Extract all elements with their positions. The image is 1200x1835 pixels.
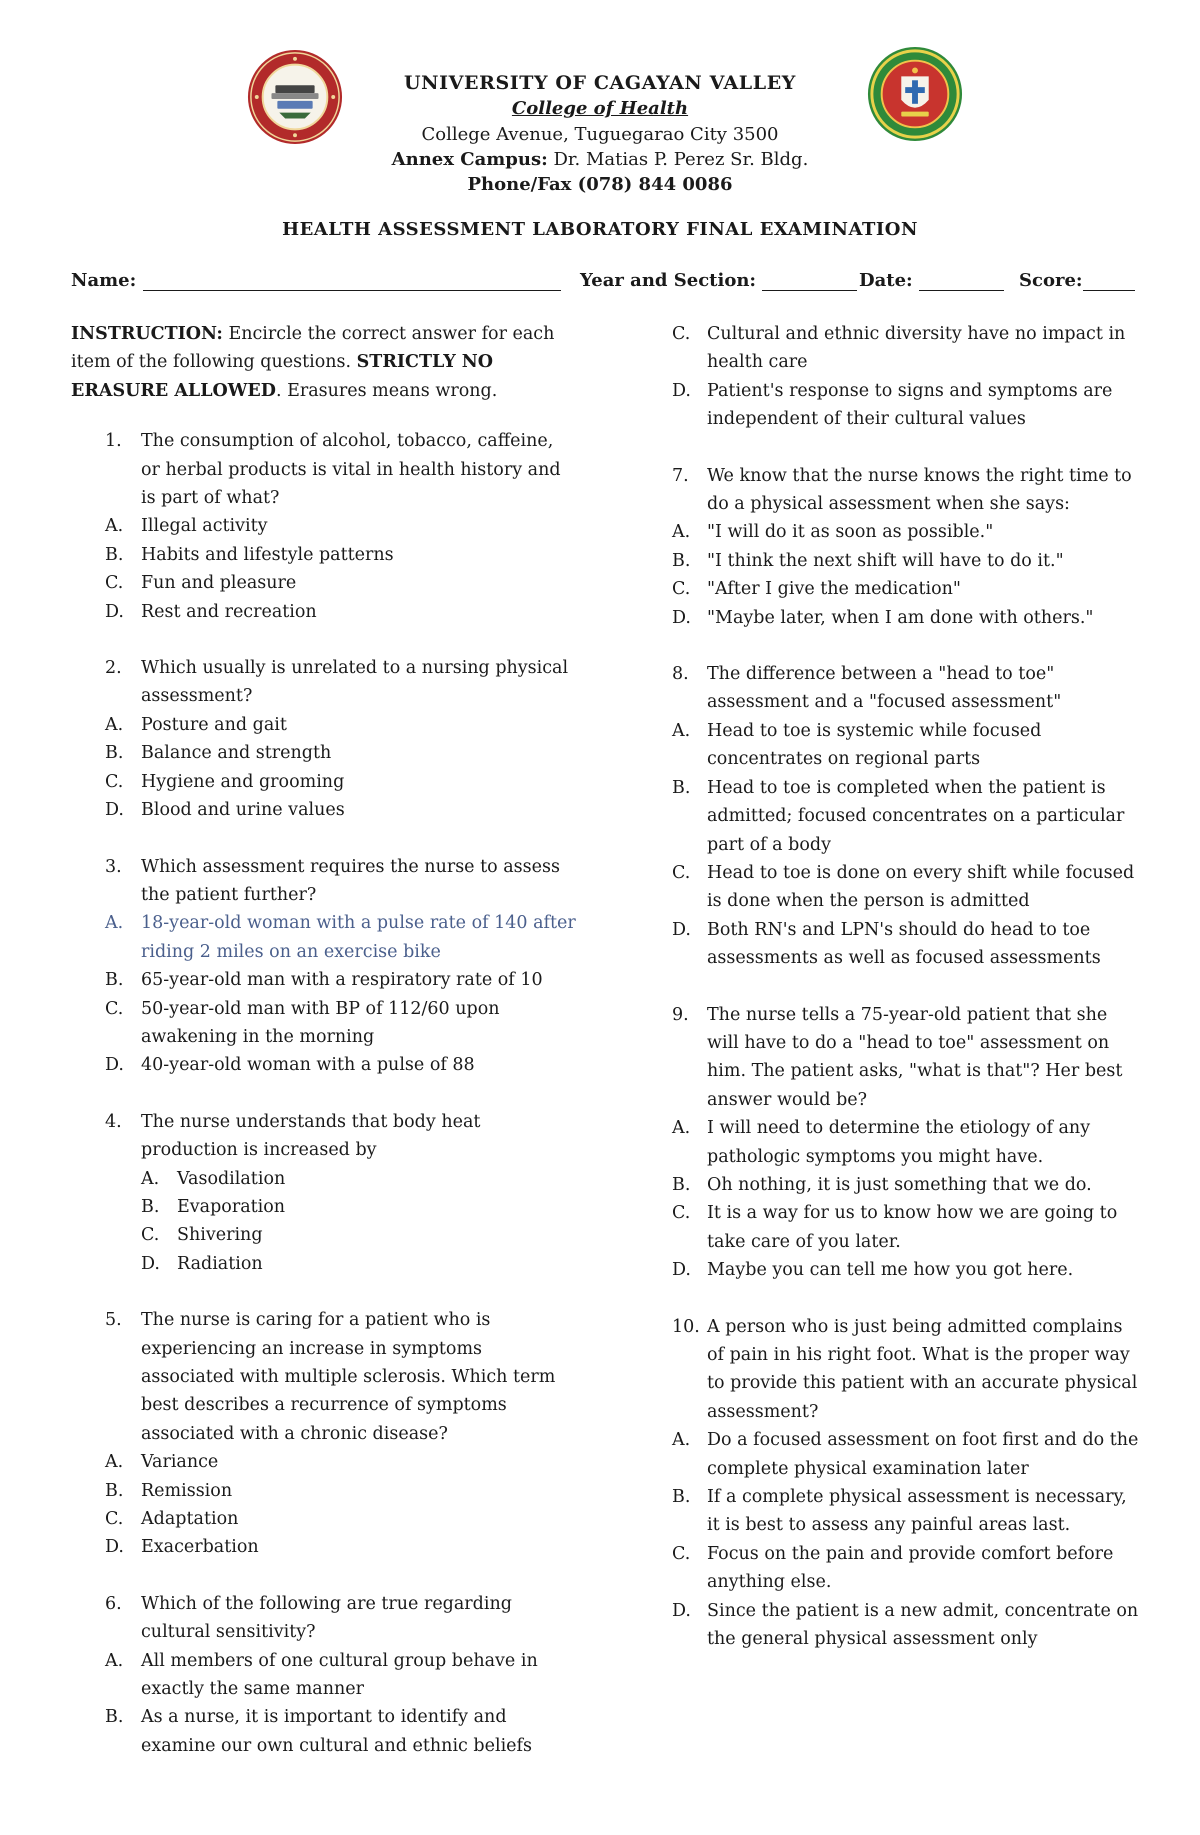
score-blank[interactable] <box>1083 273 1135 291</box>
q5-option-d[interactable]: D. Exacerbation <box>105 1537 259 1558</box>
q6-option-c[interactable]: C. Cultural and ethnic diversity have no impact in health care <box>672 324 1126 373</box>
question-3: 3. Which assessment requires the nurse to assess the patient further? <box>105 856 560 905</box>
q4-option-b[interactable]: B. Evaporation <box>141 1196 286 1217</box>
instruction <box>71 320 576 405</box>
left-column <box>71 320 576 1760</box>
annex-label: Annex Campus: <box>391 149 548 170</box>
q10-option-d[interactable]: D. Since the patient is a new admit, concentrate on the general physical assessment only <box>672 1600 1139 1650</box>
q9-option-a[interactable]: A. I will need to determine the etiology of any pathologic symptoms you might have. <box>672 1118 1091 1167</box>
instruction-end: . Erasures means wrong. <box>275 380 498 401</box>
q9-option-d[interactable]: D. Maybe you can tell me how you got here. <box>672 1260 1074 1281</box>
q8-option-b[interactable]: B. Head to toe is completed when the patient is admitted; focused concentrates on a particular part of a body <box>672 777 1125 855</box>
q4-option-c[interactable]: C. Shivering <box>141 1225 263 1246</box>
q6-option-b[interactable]: B. As a nurse, it is important to identify and examine our own cultural and ethnic beliefs <box>105 1707 532 1756</box>
date-field[interactable]: Date: <box>859 270 1004 291</box>
q8-option-c[interactable]: C. Head to toe is done on every shift while focused is done when the person is admitted <box>672 862 1135 912</box>
q3-option-d[interactable]: D. 40-year-old woman with a pulse of 88 <box>105 1055 475 1076</box>
q8-option-d[interactable]: D. Both RN's and LPN's should do head to toe assessments as well as focused assessments <box>672 919 1101 969</box>
phone-text: Phone/Fax (078) 844 0086 <box>467 174 733 195</box>
question-text: Which assessment requires the nurse to assess the patient further? <box>141 856 560 905</box>
question-9: 9. The nurse tells a 75-year-old patient that she will have to do a "head to toe" assessment on him. The patient asks, "what is that"? Her best answer would be? <box>672 1004 1123 1110</box>
question-4: 4. The nurse understands that body heat production is increased by <box>105 1111 481 1161</box>
q7-option-d[interactable]: D. "Maybe later, when I am done with others." <box>672 607 1094 628</box>
college-name: College of Health <box>511 98 689 119</box>
q10-option-b[interactable]: B. If a complete physical assessment is necessary, it is best to assess any painful areas last. <box>672 1487 1127 1536</box>
question-text: We know that the nurse knows the right time to do a physical assessment when she says: <box>707 465 1132 515</box>
q3-option-a[interactable]: A. 18-year-old woman with a pulse rate of 140 after riding 2 miles on an exercise bike <box>105 913 576 962</box>
q4-option-a[interactable]: A. Vasodilation <box>141 1168 286 1189</box>
q5-option-a[interactable]: A. Variance <box>105 1452 219 1473</box>
question-7: 7. We know that the nurse knows the right time to do a physical assessment when she says: <box>672 465 1132 515</box>
instruction-text: Encircle the correct answer for each item of the following questions. <box>71 324 555 373</box>
question-1: 1. The consumption of alcohol, tobacco, caffeine, or herbal products is vital in health history and is part of what? <box>105 431 561 509</box>
exam-title: HEALTH ASSESSMENT LABORATORY FINAL EXAMINATION <box>282 219 918 240</box>
letterhead <box>300 70 900 197</box>
question-text: The nurse tells a 75-year-old patient that she will have to do a "head to toe" assessment on him. The patient asks, "what is that"? Her best answer would be? <box>707 1004 1123 1110</box>
q8-option-a[interactable]: A. Head to toe is systemic while focused concentrates on regional parts <box>672 720 1042 770</box>
phone <box>300 172 900 197</box>
q4-option-d[interactable]: D. Radiation <box>141 1253 263 1274</box>
question-text: The nurse is caring for a patient who is experiencing an increase in symptoms associated with multiple sclerosis. Which term best describes a recurrence of symptoms associated with a chronic disease? <box>141 1310 556 1444</box>
q3-option-c[interactable]: C. 50-year-old man with BP of 112/60 upon awakening in the morning <box>105 998 500 1047</box>
instruction-label: INSTRUCTION: <box>71 324 223 344</box>
name-field[interactable]: Name: <box>71 270 561 291</box>
right-column <box>672 320 1142 1653</box>
q1-option-a[interactable]: A. Illegal activity <box>105 516 268 537</box>
q7-option-b[interactable]: B. "I think the next shift will have to do it." <box>672 550 1064 571</box>
name-blank[interactable] <box>143 273 561 291</box>
q2-option-d[interactable]: D. Blood and urine values <box>105 800 345 821</box>
year-section-blank[interactable] <box>762 273 857 291</box>
question-text: The difference between a "head to toe" assessment and a "focused assessment" <box>707 664 1062 713</box>
q10-option-c[interactable]: C. Focus on the pain and provide comfort before anything else. <box>672 1543 1114 1593</box>
q5-option-b[interactable]: B. Remission <box>105 1480 233 1501</box>
annex-campus <box>300 147 900 172</box>
q5-option-c[interactable]: C. Adaptation <box>105 1509 239 1530</box>
question-6: 6. Which of the following are true regarding cultural sensitivity? <box>105 1593 512 1643</box>
q1-option-d[interactable]: D. Rest and recreation <box>105 601 317 622</box>
q2-option-a[interactable]: A. Posture and gait <box>105 714 287 735</box>
address: College Avenue, Tuguegarao City 3500 <box>421 124 779 145</box>
question-10: 10. A person who is just being admitted complains of pain in his right foot. What is the proper way to provide this patient with an accurate physical assessment? <box>672 1316 1138 1422</box>
question-2: 2. Which usually is unrelated to a nursing physical assessment? <box>105 658 569 707</box>
question-8: 8. The difference between a "head to toe" assessment and a "focused assessment" <box>672 664 1062 713</box>
q2-option-c[interactable]: C. Hygiene and grooming <box>105 771 345 792</box>
q1-option-b[interactable]: B. Habits and lifestyle patterns <box>105 544 394 565</box>
q6-option-d[interactable]: D. Patient's response to signs and symptoms are independent of their cultural values <box>672 380 1113 430</box>
q7-option-a[interactable]: A. "I will do it as soon as possible." <box>672 522 994 543</box>
question-text: The nurse understands that body heat production is increased by <box>141 1111 481 1161</box>
instruction-strict: STRICTLY NO ERASURE ALLOWED <box>71 352 494 401</box>
question-text: The consumption of alcohol, tobacco, caffeine, or herbal products is vital in health history and is part of what? <box>141 431 561 509</box>
q2-option-b[interactable]: B. Balance and strength <box>105 743 332 764</box>
question-text: Which of the following are true regarding cultural sensitivity? <box>141 1593 512 1643</box>
question-text: Which usually is unrelated to a nursing physical assessment? <box>141 658 569 707</box>
annex-value: Dr. Matias P. Perez Sr. Bldg. <box>553 149 809 170</box>
university-name: UNIVERSITY OF CAGAYAN VALLEY <box>404 72 796 94</box>
date-blank[interactable] <box>919 273 1004 291</box>
q1-option-c[interactable]: C. Fun and pleasure <box>105 573 297 594</box>
question-5: 5. The nurse is caring for a patient who is experiencing an increase in symptoms associated with multiple sclerosis. Which term best describes a recurrence of symptoms associated with a chronic disease? <box>105 1310 556 1444</box>
q6-option-a[interactable]: A. All members of one cultural group behave in exactly the same manner <box>105 1650 538 1700</box>
q3-option-b[interactable]: B. 65-year-old man with a respiratory rate of 10 <box>105 970 543 991</box>
year-section-field[interactable]: Year and Section: <box>580 270 857 291</box>
q9-option-b[interactable]: B. Oh nothing, it is just something that we do. <box>672 1174 1092 1195</box>
q10-option-a[interactable]: A. Do a focused assessment on foot first and do the complete physical examination later <box>672 1430 1139 1479</box>
question-text: A person who is just being admitted complains of pain in his right foot. What is the proper way to provide this patient with an accurate physical assessment? <box>707 1316 1138 1422</box>
q9-option-c[interactable]: C. It is a way for us to know how we are going to take care of you later. <box>672 1203 1118 1252</box>
score-field[interactable]: Score: <box>1019 270 1135 291</box>
q7-option-c[interactable]: C. "After I give the medication" <box>672 579 961 600</box>
